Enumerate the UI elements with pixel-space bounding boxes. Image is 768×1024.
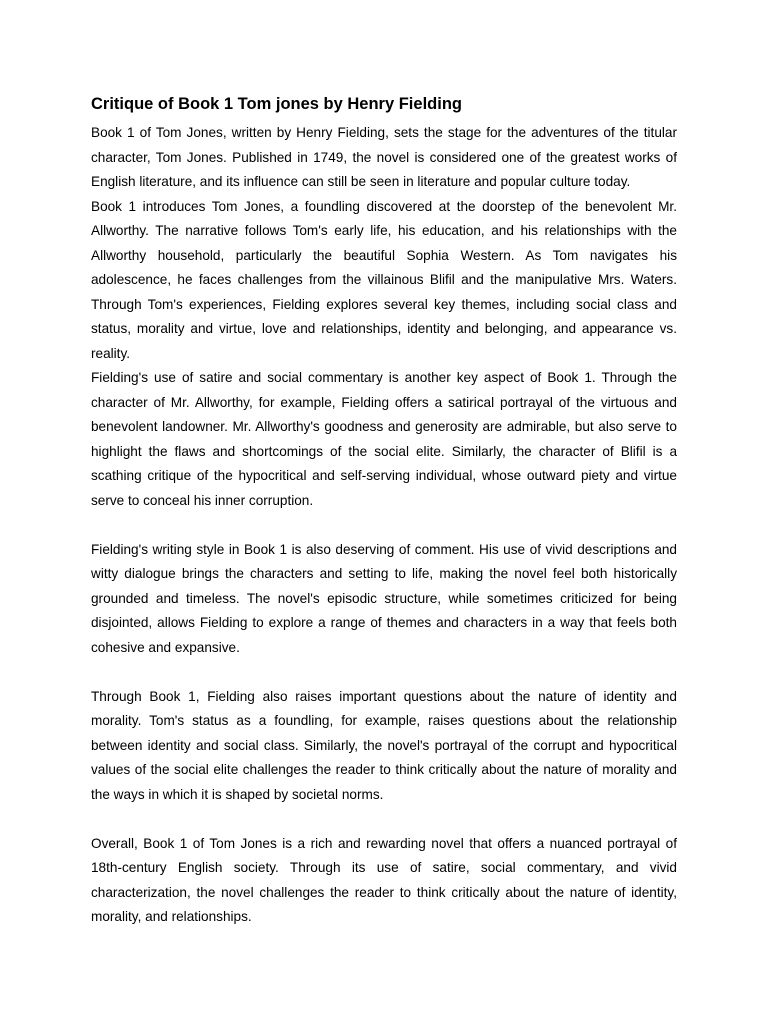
document-page bbox=[91, 93, 677, 930]
paragraph-identity: Through Book 1, Fielding also raises important questions about the nature of identity and morality. Tom's status as a foundling, for example, raises questions about the relationship between identity and social class. Similarly, the novel's portrayal of the corrupt and hypocritical values of the social elite challenges the reader to think critically about the nature of morality and the ways in which it is shaped by societal norms. bbox=[91, 688, 677, 802]
paragraph-intro: Book 1 of Tom Jones, written by Henry Fielding, sets the stage for the adventures of the titular character, Tom Jones. Published in 1749, the novel is considered one of the greatest works of English literature, and its influence can still be seen in literature and popular culture today. bbox=[91, 125, 677, 189]
document-title: Critique of Book 1 Tom jones by Henry Fielding bbox=[91, 95, 462, 113]
paragraph-summary: Book 1 introduces Tom Jones, a foundling discovered at the doorstep of the benevolent Mr. Allworthy. The narrative follows Tom's early life, his education, and his relationships with the Allworthy household, particularly the beautiful Sophia Western. As Tom navigates his adolescence, he faces challenges from the villainous Blifil and the manipulative Mrs. Waters. Through Tom's experiences, Fielding explores several key themes, including social class and status, morality and virtue, love and relationships, identity and belonging, and appearance vs. reality. bbox=[91, 198, 677, 361]
paragraph-satire: Fielding's use of satire and social commentary is another key aspect of Book 1. Through the character of Mr. Allworthy, for example, Fielding offers a satirical portrayal of the virtuous and benevolent landowner. Mr. Allworthy's goodness and generosity are admirable, but also serve to highlight the flaws and shortcomings of the social elite. Similarly, the character of Blifil is a scathing critique of the hypocritical and self-serving individual, whose outward piety and virtue serve to conceal his inner corruption. bbox=[91, 370, 677, 508]
paragraph-spacer bbox=[91, 513, 677, 538]
paragraph-spacer bbox=[91, 807, 677, 832]
paragraph-style: Fielding's writing style in Book 1 is also deserving of comment. His use of vivid descriptions and witty dialogue brings the characters and setting to life, making the novel feel both historically grounded and timeless. The novel's episodic structure, while sometimes criticized for being disjointed, allows Fielding to explore a range of themes and characters in a way that feels both cohesive and expansive. bbox=[91, 541, 677, 655]
paragraph-spacer bbox=[91, 660, 677, 685]
paragraph-conclusion: Overall, Book 1 of Tom Jones is a rich and rewarding novel that offers a nuanced portrayal of 18th-century English society. Through its use of satire, social commentary, and vivid characterization, the novel challenges the reader to think critically about the nature of identity, morality, and relationships. bbox=[91, 835, 677, 924]
